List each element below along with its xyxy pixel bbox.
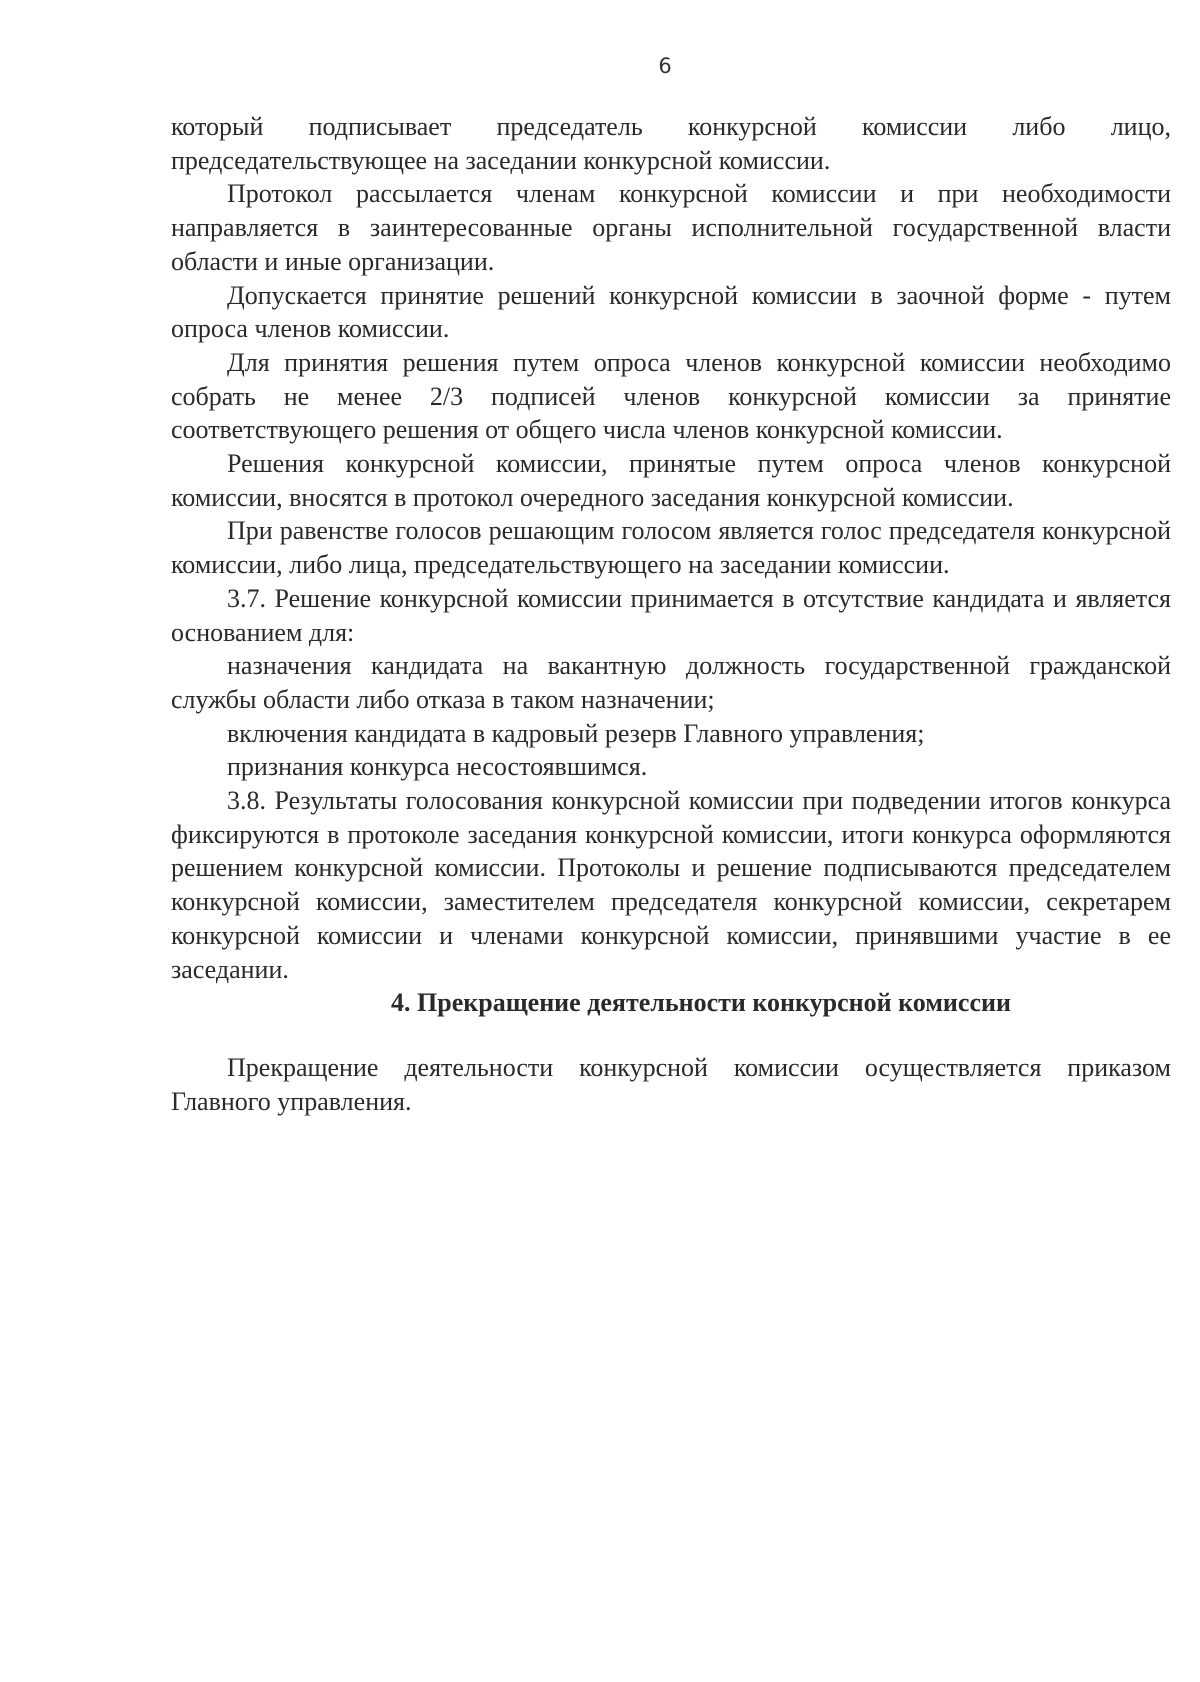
document-body [171, 110, 1171, 1118]
page-number: 6 [658, 54, 672, 78]
paragraph-3-7-item-failed: признания конкурса несостоявшимся. [227, 752, 648, 782]
section-4-text: Прекращение деятельности конкурсной комиссии осуществляется приказом Главного управления. [171, 1052, 1171, 1116]
paragraph-3-7: 3.7. Решение конкурсной комиссии принимается в отсутствие кандидата и является основанием для: [171, 583, 1171, 647]
paragraph-continuation: который подписывает председатель конкурсной комиссии либо лицо, председательствующее на заседании конкурсной комиссии. [171, 112, 1171, 175]
paragraph-3-7-item-appointment: назначения кандидата на вакантную должность государственной гражданской службы области либо отказа в таком назначении; [171, 651, 1171, 714]
paragraph-poll-decisions-recorded: Решения конкурсной комиссии, принятые путем опроса членов конкурсной комиссии, вносятся в протокол очередного заседания конкурсной комиссии. [171, 449, 1171, 512]
paragraph-poll-quorum: Для принятия решения путем опроса членов конкурсной комиссии необходимо собрать не менее 2/3 подписей членов конкурсной комиссии за принятие соответствующего решения от общего числа членов конкурсной комиссии. [171, 347, 1171, 445]
paragraph-absentee-decisions: Допускается принятие решений конкурсной комиссии в заочной форме - путем опроса членов комиссии. [171, 280, 1171, 344]
paragraph-tie-vote: При равенстве голосов решающим голосом является голос председателя конкурсной комиссии, либо лица, председательствующего на заседании комиссии. [171, 516, 1171, 580]
paragraph-3-8: 3.8. Результаты голосования конкурсной комиссии при подведении итогов конкурса фиксируются в протоколе заседания конкурсной комиссии, итоги конкурса оформляются решением конкурсной комиссии. Протоколы и решение подписываются председателем конкурсной комиссии, заместителем председателя конкурсной комиссии, секретарем конкурсной комиссии и членами конкурсной комиссии, принявшими участие в ее заседании. [171, 786, 1171, 984]
section-4-heading: 4. Прекращение деятельности конкурсной комиссии [391, 988, 1011, 1018]
paragraph-protocol-distribution: Протокол рассылается членам конкурсной комиссии и при необходимости направляется в заинтересованные органы исполнительной государственной власти области и иные организации. [171, 179, 1171, 276]
paragraph-3-7-item-reserve: включения кандидата в кадровый резерв Главного управления; [227, 718, 925, 748]
